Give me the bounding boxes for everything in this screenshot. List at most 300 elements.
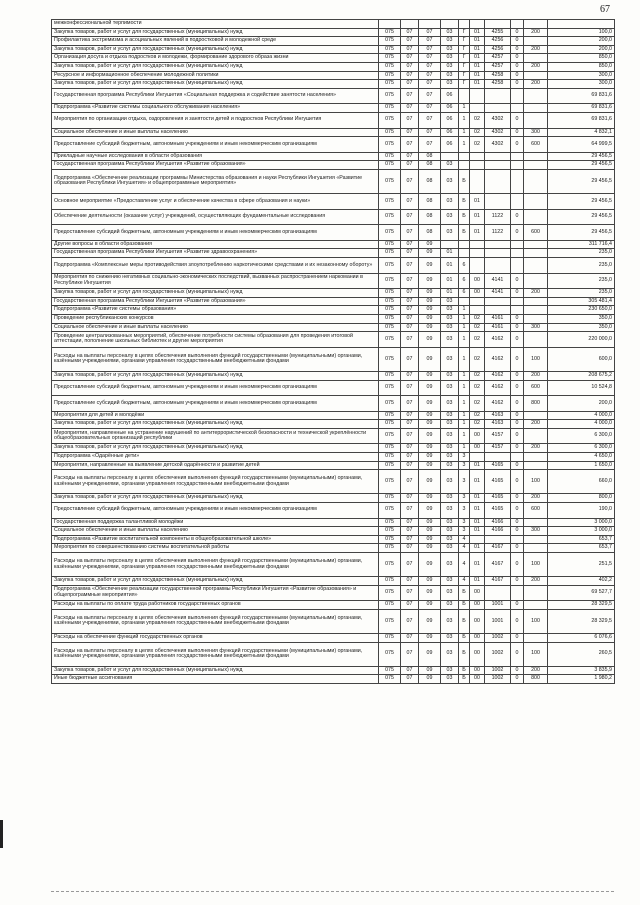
- row-code-cell: 09: [419, 249, 441, 258]
- row-code-cell: 07: [401, 527, 419, 536]
- row-code-cell: 03: [441, 45, 459, 54]
- table-row: [52, 411, 615, 420]
- row-code-cell: 0: [511, 642, 524, 666]
- row-code-cell: 4: [459, 552, 470, 576]
- row-code-cell: 4167: [485, 552, 511, 576]
- row-code-cell: 1: [459, 420, 470, 429]
- row-code-cell: [511, 88, 524, 104]
- row-code-cell: 0: [511, 128, 524, 137]
- row-code-cell: 07: [401, 128, 419, 137]
- row-code-cell: 03: [441, 470, 459, 494]
- row-code-cell: 03: [441, 371, 459, 380]
- table-row: [52, 54, 615, 63]
- budget-table: [51, 19, 615, 684]
- row-code-cell: 09: [419, 273, 441, 289]
- row-code-cell: 07: [401, 675, 419, 684]
- row-code-cell: 0: [511, 209, 524, 225]
- row-code-cell: [459, 297, 470, 306]
- row-code-cell: 200: [524, 420, 548, 429]
- row-name-cell: Подпрограмма «Одарённые дети»: [52, 453, 379, 462]
- row-code-cell: [524, 634, 548, 643]
- row-code-cell: 0: [511, 428, 524, 444]
- row-name-cell: Расходы на выплаты по оплате труда работников государственных органов: [52, 601, 379, 610]
- row-code-cell: 03: [441, 314, 459, 323]
- table-row: [52, 453, 615, 462]
- row-name-cell: Закупка товаров, работ и услуг для государственных (муниципальных) нужд: [52, 666, 379, 675]
- row-code-cell: 075: [379, 289, 401, 298]
- row-code-cell: 07: [401, 297, 419, 306]
- row-name-cell: Предоставление субсидий бюджетным, автономным учреждениям и иным некоммерческим организациям: [52, 137, 379, 153]
- row-code-cell: 09: [419, 609, 441, 633]
- row-code-cell: 07: [401, 453, 419, 462]
- row-code-cell: 300: [524, 323, 548, 332]
- row-code-cell: 0: [511, 470, 524, 494]
- row-code-cell: 07: [401, 642, 419, 666]
- row-amount-cell: 29 456,5: [548, 161, 615, 170]
- row-code-cell: 01: [470, 28, 485, 37]
- row-code-cell: [485, 585, 511, 601]
- row-code-cell: 07: [401, 461, 419, 470]
- row-code-cell: 200: [524, 577, 548, 586]
- row-code-cell: 200: [524, 371, 548, 380]
- row-code-cell: Б: [459, 209, 470, 225]
- row-code-cell: 1: [459, 347, 470, 371]
- row-code-cell: [524, 112, 548, 128]
- row-code-cell: Б: [459, 642, 470, 666]
- row-amount-cell: 350,0: [548, 323, 615, 332]
- row-name-cell: Предоставление субсидий бюджетным, автономным учреждениям и иным некоммерческим организациям: [52, 225, 379, 241]
- row-code-cell: 0: [511, 502, 524, 518]
- row-code-cell: Г: [459, 71, 470, 80]
- row-code-cell: 07: [401, 273, 419, 289]
- row-code-cell: 07: [401, 249, 419, 258]
- table-row: [52, 80, 615, 89]
- row-code-cell: 03: [441, 577, 459, 586]
- row-code-cell: 075: [379, 297, 401, 306]
- row-code-cell: 075: [379, 518, 401, 527]
- row-code-cell: 1: [459, 323, 470, 332]
- row-amount-cell: 235,0: [548, 258, 615, 274]
- row-code-cell: 09: [419, 444, 441, 453]
- row-code-cell: 4141: [485, 289, 511, 298]
- row-code-cell: 4: [459, 544, 470, 553]
- row-code-cell: 03: [441, 54, 459, 63]
- row-code-cell: 03: [441, 62, 459, 71]
- row-amount-cell: 29 456,5: [548, 194, 615, 210]
- row-code-cell: 03: [441, 225, 459, 241]
- row-code-cell: 07: [401, 444, 419, 453]
- row-amount-cell: 190,0: [548, 502, 615, 518]
- row-amount-cell: 6 300,0: [548, 444, 615, 453]
- row-code-cell: 075: [379, 161, 401, 170]
- row-code-cell: 3: [459, 518, 470, 527]
- table-row: [52, 461, 615, 470]
- row-code-cell: 4167: [485, 577, 511, 586]
- row-code-cell: 00: [470, 289, 485, 298]
- row-code-cell: [459, 249, 470, 258]
- row-code-cell: 600: [524, 502, 548, 518]
- row-code-cell: 09: [419, 666, 441, 675]
- row-amount-cell: 305 481,4: [548, 297, 615, 306]
- row-code-cell: [379, 20, 401, 29]
- row-code-cell: [511, 161, 524, 170]
- row-code-cell: 09: [419, 470, 441, 494]
- row-code-cell: 09: [419, 453, 441, 462]
- row-code-cell: 4302: [485, 137, 511, 153]
- row-code-cell: 03: [441, 194, 459, 210]
- row-code-cell: [441, 240, 459, 249]
- row-code-cell: [524, 428, 548, 444]
- row-code-cell: [524, 601, 548, 610]
- row-code-cell: [524, 411, 548, 420]
- row-code-cell: 09: [419, 297, 441, 306]
- row-code-cell: 00: [470, 428, 485, 444]
- row-code-cell: [485, 249, 511, 258]
- row-code-cell: 00: [470, 609, 485, 633]
- row-code-cell: 01: [441, 289, 459, 298]
- row-code-cell: 100: [524, 347, 548, 371]
- row-name-cell: Закупка товаров, работ и услуг для государственных (муниципальных) нужд: [52, 289, 379, 298]
- row-code-cell: 300: [524, 527, 548, 536]
- row-code-cell: [470, 104, 485, 113]
- row-code-cell: 07: [401, 666, 419, 675]
- row-code-cell: 075: [379, 306, 401, 315]
- row-code-cell: 1: [459, 444, 470, 453]
- table-row: [52, 323, 615, 332]
- row-amount-cell: 64 999,5: [548, 137, 615, 153]
- table-row: [52, 420, 615, 429]
- row-code-cell: 01: [470, 494, 485, 503]
- row-code-cell: 4167: [485, 544, 511, 553]
- row-code-cell: 075: [379, 71, 401, 80]
- row-code-cell: 3: [459, 461, 470, 470]
- row-code-cell: [511, 306, 524, 315]
- row-amount-cell: 653,7: [548, 544, 615, 553]
- row-code-cell: 1: [459, 371, 470, 380]
- row-code-cell: [524, 518, 548, 527]
- row-code-cell: 0: [511, 420, 524, 429]
- row-code-cell: 01: [470, 518, 485, 527]
- row-code-cell: 4165: [485, 461, 511, 470]
- row-code-cell: 09: [419, 642, 441, 666]
- row-code-cell: 0: [511, 544, 524, 553]
- table-row: [52, 112, 615, 128]
- row-code-cell: 1: [459, 112, 470, 128]
- row-code-cell: 1: [459, 137, 470, 153]
- row-code-cell: 07: [401, 634, 419, 643]
- row-code-cell: 100: [524, 470, 548, 494]
- row-code-cell: 03: [441, 37, 459, 46]
- row-code-cell: 075: [379, 535, 401, 544]
- row-code-cell: 03: [441, 396, 459, 412]
- row-code-cell: 03: [441, 666, 459, 675]
- row-code-cell: 00: [470, 273, 485, 289]
- row-code-cell: 4161: [485, 323, 511, 332]
- row-code-cell: [470, 161, 485, 170]
- row-name-cell: Другие вопросы в области образования: [52, 240, 379, 249]
- table-row: [52, 258, 615, 274]
- row-code-cell: 0: [511, 601, 524, 610]
- row-code-cell: 1: [459, 428, 470, 444]
- row-code-cell: 07: [401, 104, 419, 113]
- row-code-cell: 02: [470, 396, 485, 412]
- row-code-cell: [524, 169, 548, 193]
- table-row: [52, 137, 615, 153]
- row-code-cell: 100: [524, 609, 548, 633]
- row-code-cell: 01: [470, 502, 485, 518]
- row-code-cell: 01: [470, 470, 485, 494]
- row-code-cell: 6: [459, 258, 470, 274]
- row-code-cell: 100: [524, 642, 548, 666]
- row-code-cell: [470, 453, 485, 462]
- row-code-cell: 07: [401, 152, 419, 161]
- row-code-cell: 075: [379, 137, 401, 153]
- row-amount-cell: 208 675,2: [548, 371, 615, 380]
- row-code-cell: 075: [379, 461, 401, 470]
- row-code-cell: 4166: [485, 527, 511, 536]
- row-code-cell: 1002: [485, 634, 511, 643]
- row-name-cell: Мероприятия по снижению негативных социально-экономических последствий, вызванных распространением наркомании в Республике Ингушетия: [52, 273, 379, 289]
- table-row: [52, 577, 615, 586]
- row-name-cell: Расходы на обеспечение функций государственных органов: [52, 634, 379, 643]
- row-code-cell: 200: [524, 666, 548, 675]
- row-code-cell: [485, 169, 511, 193]
- row-amount-cell: 600,0: [548, 347, 615, 371]
- row-code-cell: [485, 306, 511, 315]
- row-code-cell: 02: [470, 380, 485, 396]
- table-row: [52, 71, 615, 80]
- row-code-cell: 09: [419, 601, 441, 610]
- row-amount-cell: 4 650,0: [548, 453, 615, 462]
- row-name-cell: Социальное обеспечение и иные выплаты населению: [52, 323, 379, 332]
- row-code-cell: 075: [379, 314, 401, 323]
- row-code-cell: [485, 240, 511, 249]
- row-code-cell: 03: [441, 209, 459, 225]
- row-code-cell: 07: [401, 428, 419, 444]
- row-code-cell: 07: [401, 306, 419, 315]
- row-amount-cell: 10 524,8: [548, 380, 615, 396]
- row-code-cell: 07: [401, 88, 419, 104]
- table-row: [52, 169, 615, 193]
- row-code-cell: 0: [511, 518, 524, 527]
- row-amount-cell: 69 831,6: [548, 104, 615, 113]
- row-code-cell: 09: [419, 258, 441, 274]
- row-code-cell: 03: [441, 527, 459, 536]
- row-code-cell: 4: [459, 577, 470, 586]
- row-code-cell: 07: [401, 209, 419, 225]
- row-code-cell: 07: [401, 396, 419, 412]
- row-code-cell: 01: [470, 461, 485, 470]
- row-amount-cell: 69 527,7: [548, 585, 615, 601]
- row-name-cell: Закупка товаров, работ и услуг для государственных (муниципальных) нужд: [52, 62, 379, 71]
- row-name-cell: Социальное обеспечение и иные выплаты населению: [52, 128, 379, 137]
- row-name-cell: Расходы на выплаты персоналу в целях обеспечения выполнения функций государственными (муниципальными) органами, казёнными учреждениями, органами управления государственными внебюджетными фондами: [52, 347, 379, 371]
- row-code-cell: 0: [511, 494, 524, 503]
- table-row: [52, 502, 615, 518]
- row-code-cell: 4258: [485, 71, 511, 80]
- row-code-cell: 03: [441, 169, 459, 193]
- row-code-cell: [459, 88, 470, 104]
- row-code-cell: 075: [379, 37, 401, 46]
- row-code-cell: 075: [379, 332, 401, 348]
- row-code-cell: 075: [379, 258, 401, 274]
- row-code-cell: [485, 453, 511, 462]
- row-name-cell: Государственная программа Республики Ингушетия «Развитие здравоохранения»: [52, 249, 379, 258]
- row-amount-cell: 3 000,0: [548, 518, 615, 527]
- row-code-cell: 09: [419, 461, 441, 470]
- row-name-cell: Государственная программа Республики Ингушетия «Социальная поддержка и содействие занятости населения»: [52, 88, 379, 104]
- row-code-cell: 07: [419, 71, 441, 80]
- row-code-cell: 4162: [485, 396, 511, 412]
- row-amount-cell: 3 000,0: [548, 527, 615, 536]
- row-code-cell: 600: [524, 137, 548, 153]
- table-row: [52, 544, 615, 553]
- row-name-cell: Закупка товаров, работ и услуг для государственных (муниципальных) нужд: [52, 444, 379, 453]
- row-code-cell: [524, 20, 548, 29]
- row-code-cell: [485, 152, 511, 161]
- row-code-cell: [524, 161, 548, 170]
- row-code-cell: 4157: [485, 428, 511, 444]
- row-code-cell: 4256: [485, 45, 511, 54]
- row-code-cell: 07: [401, 137, 419, 153]
- row-code-cell: 075: [379, 249, 401, 258]
- row-code-cell: 200: [524, 444, 548, 453]
- row-code-cell: 07: [401, 161, 419, 170]
- row-code-cell: 09: [419, 411, 441, 420]
- row-code-cell: 08: [419, 169, 441, 193]
- row-code-cell: Б: [459, 169, 470, 193]
- row-code-cell: 01: [470, 71, 485, 80]
- row-amount-cell: 300,0: [548, 80, 615, 89]
- row-amount-cell: 29 456,5: [548, 169, 615, 193]
- table-row: [52, 634, 615, 643]
- row-code-cell: 03: [441, 453, 459, 462]
- row-code-cell: [470, 20, 485, 29]
- row-amount-cell: 660,0: [548, 470, 615, 494]
- row-code-cell: 1: [459, 104, 470, 113]
- row-code-cell: 0: [511, 80, 524, 89]
- row-code-cell: [524, 249, 548, 258]
- row-amount-cell: 230 650,0: [548, 306, 615, 315]
- row-code-cell: 03: [441, 161, 459, 170]
- row-code-cell: 075: [379, 152, 401, 161]
- row-code-cell: [511, 258, 524, 274]
- row-amount-cell: 1 980,2: [548, 675, 615, 684]
- row-amount-cell: 1 650,0: [548, 461, 615, 470]
- row-code-cell: Б: [459, 194, 470, 210]
- row-code-cell: 02: [470, 112, 485, 128]
- row-code-cell: 075: [379, 444, 401, 453]
- table-row: [52, 194, 615, 210]
- table-row: [52, 380, 615, 396]
- row-code-cell: 01: [470, 45, 485, 54]
- row-code-cell: 4161: [485, 314, 511, 323]
- row-code-cell: 4: [459, 535, 470, 544]
- row-code-cell: 03: [441, 494, 459, 503]
- row-code-cell: [524, 88, 548, 104]
- row-name-cell: Мероприятия по организации отдыха, оздоровления и занятости детей и подростков Республики Ингушетия: [52, 112, 379, 128]
- table-row: [52, 642, 615, 666]
- row-code-cell: 09: [419, 675, 441, 684]
- row-code-cell: 09: [419, 240, 441, 249]
- row-code-cell: 075: [379, 225, 401, 241]
- row-code-cell: 1001: [485, 601, 511, 610]
- row-code-cell: [485, 104, 511, 113]
- row-code-cell: [459, 161, 470, 170]
- row-name-cell: Мероприятия для детей и молодёжи: [52, 411, 379, 420]
- row-code-cell: [470, 535, 485, 544]
- row-code-cell: 0: [511, 675, 524, 684]
- row-code-cell: 03: [441, 535, 459, 544]
- row-code-cell: 0: [511, 634, 524, 643]
- row-code-cell: 075: [379, 45, 401, 54]
- table-row: [52, 20, 615, 29]
- row-code-cell: 075: [379, 380, 401, 396]
- row-code-cell: 075: [379, 502, 401, 518]
- table-row: [52, 527, 615, 536]
- row-code-cell: 075: [379, 28, 401, 37]
- row-code-cell: Б: [459, 609, 470, 633]
- row-code-cell: 09: [419, 323, 441, 332]
- row-code-cell: 0: [511, 314, 524, 323]
- row-name-cell: Подпрограмма «Обеспечение реализации программы Министерства образования и науки Республики Ингушетия «Развитие образования Республики Ингушетия» и общепрограммные мероприятия»: [52, 169, 379, 193]
- row-code-cell: 4257: [485, 62, 511, 71]
- row-name-cell: межконфессиональной терпимости: [52, 20, 379, 29]
- row-code-cell: 07: [401, 289, 419, 298]
- row-code-cell: 03: [441, 634, 459, 643]
- row-code-cell: 0: [511, 45, 524, 54]
- row-code-cell: 07: [401, 194, 419, 210]
- row-code-cell: 0: [511, 112, 524, 128]
- row-name-cell: Закупка товаров, работ и услуг для государственных (муниципальных) нужд: [52, 577, 379, 586]
- row-name-cell: Профилактика экстремизма и асоциальных явлений в подростковой и молодежной среде: [52, 37, 379, 46]
- row-code-cell: 03: [441, 585, 459, 601]
- row-code-cell: 0: [511, 396, 524, 412]
- row-code-cell: 075: [379, 128, 401, 137]
- row-code-cell: 07: [401, 544, 419, 553]
- row-code-cell: 09: [419, 494, 441, 503]
- row-code-cell: [524, 240, 548, 249]
- row-code-cell: 03: [441, 332, 459, 348]
- row-code-cell: 01: [470, 209, 485, 225]
- row-code-cell: [485, 535, 511, 544]
- row-code-cell: 200: [524, 494, 548, 503]
- page-number: 67: [600, 4, 610, 15]
- row-code-cell: 1002: [485, 666, 511, 675]
- row-code-cell: 075: [379, 453, 401, 462]
- row-code-cell: 01: [441, 249, 459, 258]
- row-code-cell: 01: [470, 527, 485, 536]
- row-code-cell: 07: [401, 169, 419, 193]
- row-amount-cell: [548, 20, 615, 29]
- row-code-cell: 03: [441, 544, 459, 553]
- row-code-cell: 07: [419, 28, 441, 37]
- row-code-cell: 075: [379, 420, 401, 429]
- row-code-cell: 07: [401, 552, 419, 576]
- row-code-cell: [524, 461, 548, 470]
- row-code-cell: 09: [419, 544, 441, 553]
- row-code-cell: [524, 453, 548, 462]
- row-code-cell: 07: [401, 601, 419, 610]
- row-code-cell: 4256: [485, 37, 511, 46]
- row-code-cell: [459, 20, 470, 29]
- row-name-cell: Предоставление субсидий бюджетным, автономным учреждениям и иным некоммерческим организациям: [52, 380, 379, 396]
- row-code-cell: 08: [419, 161, 441, 170]
- row-code-cell: [524, 71, 548, 80]
- row-code-cell: 00: [470, 675, 485, 684]
- row-amount-cell: 235,0: [548, 273, 615, 289]
- row-code-cell: 1002: [485, 642, 511, 666]
